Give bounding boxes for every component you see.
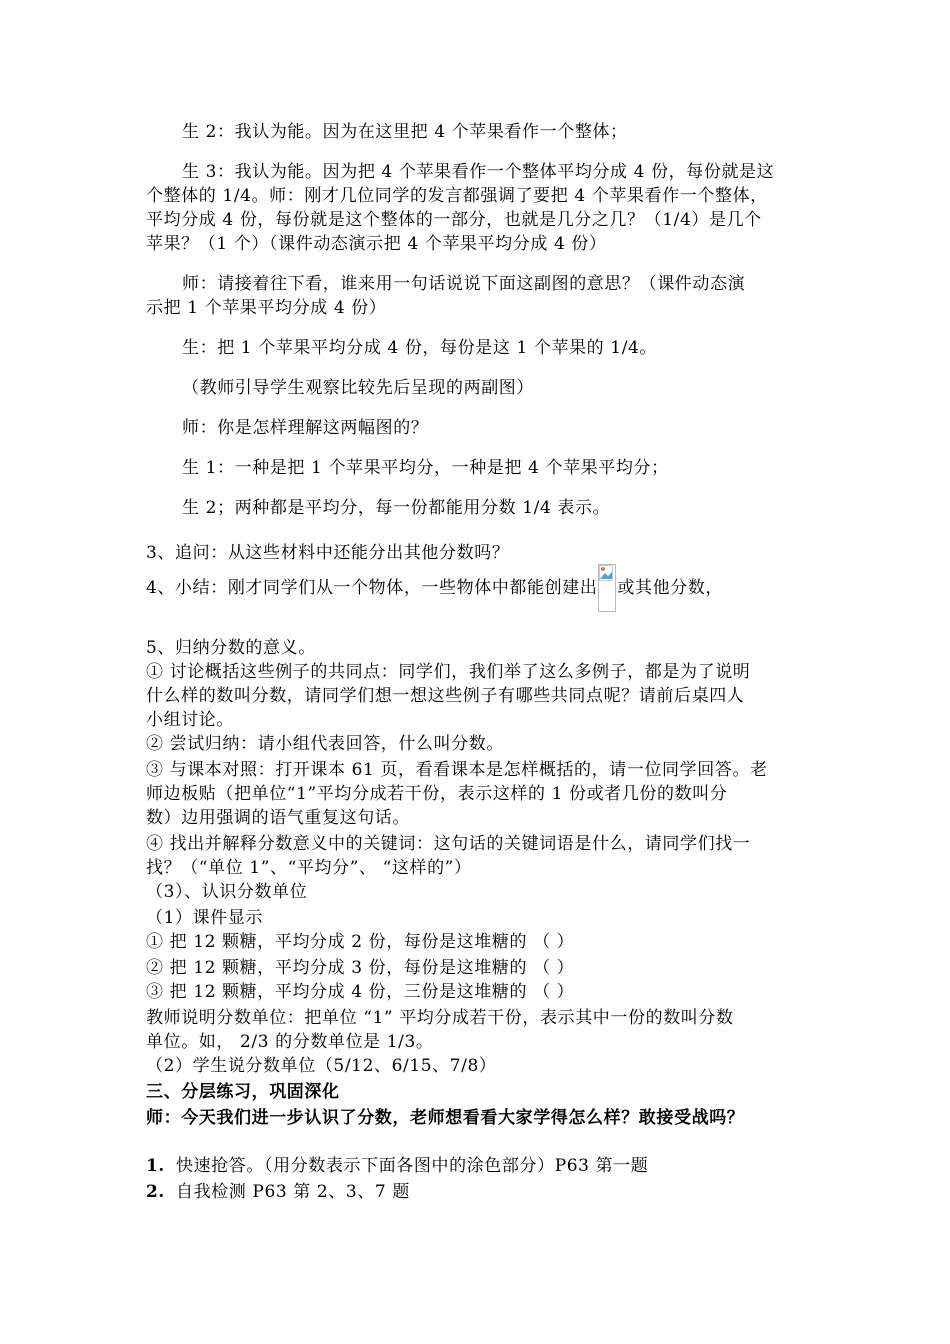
paragraph-line: 苹果？（1 个）（课件动态演示把 4 个苹果平均分成 4 份） xyxy=(146,234,607,254)
paragraph-line: 什么样的数叫分数，请同学们想一想这些例子有哪些共同点呢？请前后桌四人 xyxy=(146,686,745,706)
paragraph-line: 5、归纳分数的意义。 xyxy=(146,638,316,658)
paragraph-line: 单位。如， 2/3 的分数单位是 1/3。 xyxy=(146,1032,434,1052)
paragraph-line: 师：请接着往下看，谁来用一句话说说下面这副图的意思？（课件动态演 xyxy=(182,274,746,294)
paragraph-line: ① 把 12 颗糖，平均分成 2 份，每份是这堆糖的 （ ） xyxy=(146,932,575,952)
summary-text-start: 4、小结：刚才同学们从一个物体，一些物体中都能创建出 xyxy=(146,578,598,598)
exercise-text: 快速抢答。（用分数表示下面各图中的涂色部分）P63 第一题 xyxy=(176,1156,649,1176)
bold-paragraph-line: 师：今天我们进一步认识了分数，老师想看看大家学得怎么样？敢接受战吗？ xyxy=(146,1108,745,1128)
paragraph-line: 生 3：我认为能。因为把 4 个苹果看作一个整体平均分成 4 份，每份就是这 xyxy=(182,162,775,182)
paragraph-line: 师边板贴（把单位“1”平均分成若干份，表示这样的 1 份或者几份的数叫分 xyxy=(146,784,728,804)
paragraph-line: 生 2；两种都是平均分，每一份都能用分数 1/4 表示。 xyxy=(182,498,611,518)
paragraph-line: ④ 找出并解释分数意义中的关键词：这句话的关键词语是什么，请同学们找一 xyxy=(146,834,751,854)
paragraph-line: ③ 与课本对照：打开课本 61 页，看看课本是怎样概括的，请一位同学回答。老 xyxy=(146,760,768,780)
section-heading: 三、分层练习，巩固深化 xyxy=(146,1082,340,1102)
paragraph-line: ② 尝试归纳：请小组代表回答，什么叫分数。 xyxy=(146,734,505,754)
paragraph-line: 平均分成 4 份，每份就是这个整体的一部分，也就是几分之几？（1/4）是几个 xyxy=(146,210,762,230)
image-icon xyxy=(599,565,613,581)
paragraph-line: ② 把 12 颗糖，平均分成 3 份，每份是这堆糖的 （ ） xyxy=(146,958,575,978)
exercise-item-2 xyxy=(146,1180,410,1204)
paragraph-line: 教师说明分数单位：把单位 “1” 平均分成若干份，表示其中一份的数叫分数 xyxy=(146,1008,734,1028)
paragraph-line: 找？（“单位 1”、“平均分”、 “这样的”） xyxy=(146,858,472,878)
paragraph-line: （1）课件显示 xyxy=(146,908,264,928)
summary-line xyxy=(146,564,723,612)
paragraph-line: （2）学生说分数单位（5/12、6/15、7/8） xyxy=(146,1056,497,1076)
exercise-number: 1. xyxy=(146,1156,165,1176)
exercise-number: 2. xyxy=(146,1182,165,1202)
paragraph-line: 师：你是怎样理解这两幅图的？ xyxy=(182,418,429,438)
paragraph-line: 数）边用强调的语气重复这句话。 xyxy=(146,808,410,828)
paragraph-line: （3）、认识分数单位 xyxy=(146,882,308,902)
paragraph-line: 个整体的 1/4。师：刚才几位同学的发言都强调了要把 4 个苹果看作一个整体， xyxy=(146,186,768,206)
paragraph-line: ① 讨论概括这些例子的共同点：同学们，我们举了这么多例子，都是为了说明 xyxy=(146,662,751,682)
paragraph-line: 3、追问：从这些材料中还能分出其他分数吗？ xyxy=(146,543,510,563)
paragraph-line: 生 2：我认为能。因为在这里把 4 个苹果看作一个整体； xyxy=(182,122,628,142)
paragraph-line: （教师引导学生观察比较先后呈现的两副图） xyxy=(182,378,534,398)
paragraph-line: 生：把 1 个苹果平均分成 4 份，每份是这 1 个苹果的 1/4。 xyxy=(182,338,658,358)
exercise-text: 自我检测 P63 第 2、3、7 题 xyxy=(176,1182,410,1202)
paragraph-line: 小组讨论。 xyxy=(146,710,234,730)
exercise-item-1 xyxy=(146,1154,648,1178)
paragraph-line: ③ 把 12 颗糖，平均分成 4 份，三份是这堆糖的 （ ） xyxy=(146,982,575,1002)
summary-text-end: 或其他分数， xyxy=(617,578,724,598)
paragraph-line: 生 1：一种是把 1 个苹果平均分，一种是把 4 个苹果平均分； xyxy=(182,458,669,478)
broken-image-placeholder xyxy=(598,564,616,612)
paragraph-line: 示把 1 个苹果平均分成 4 份） xyxy=(146,298,387,318)
